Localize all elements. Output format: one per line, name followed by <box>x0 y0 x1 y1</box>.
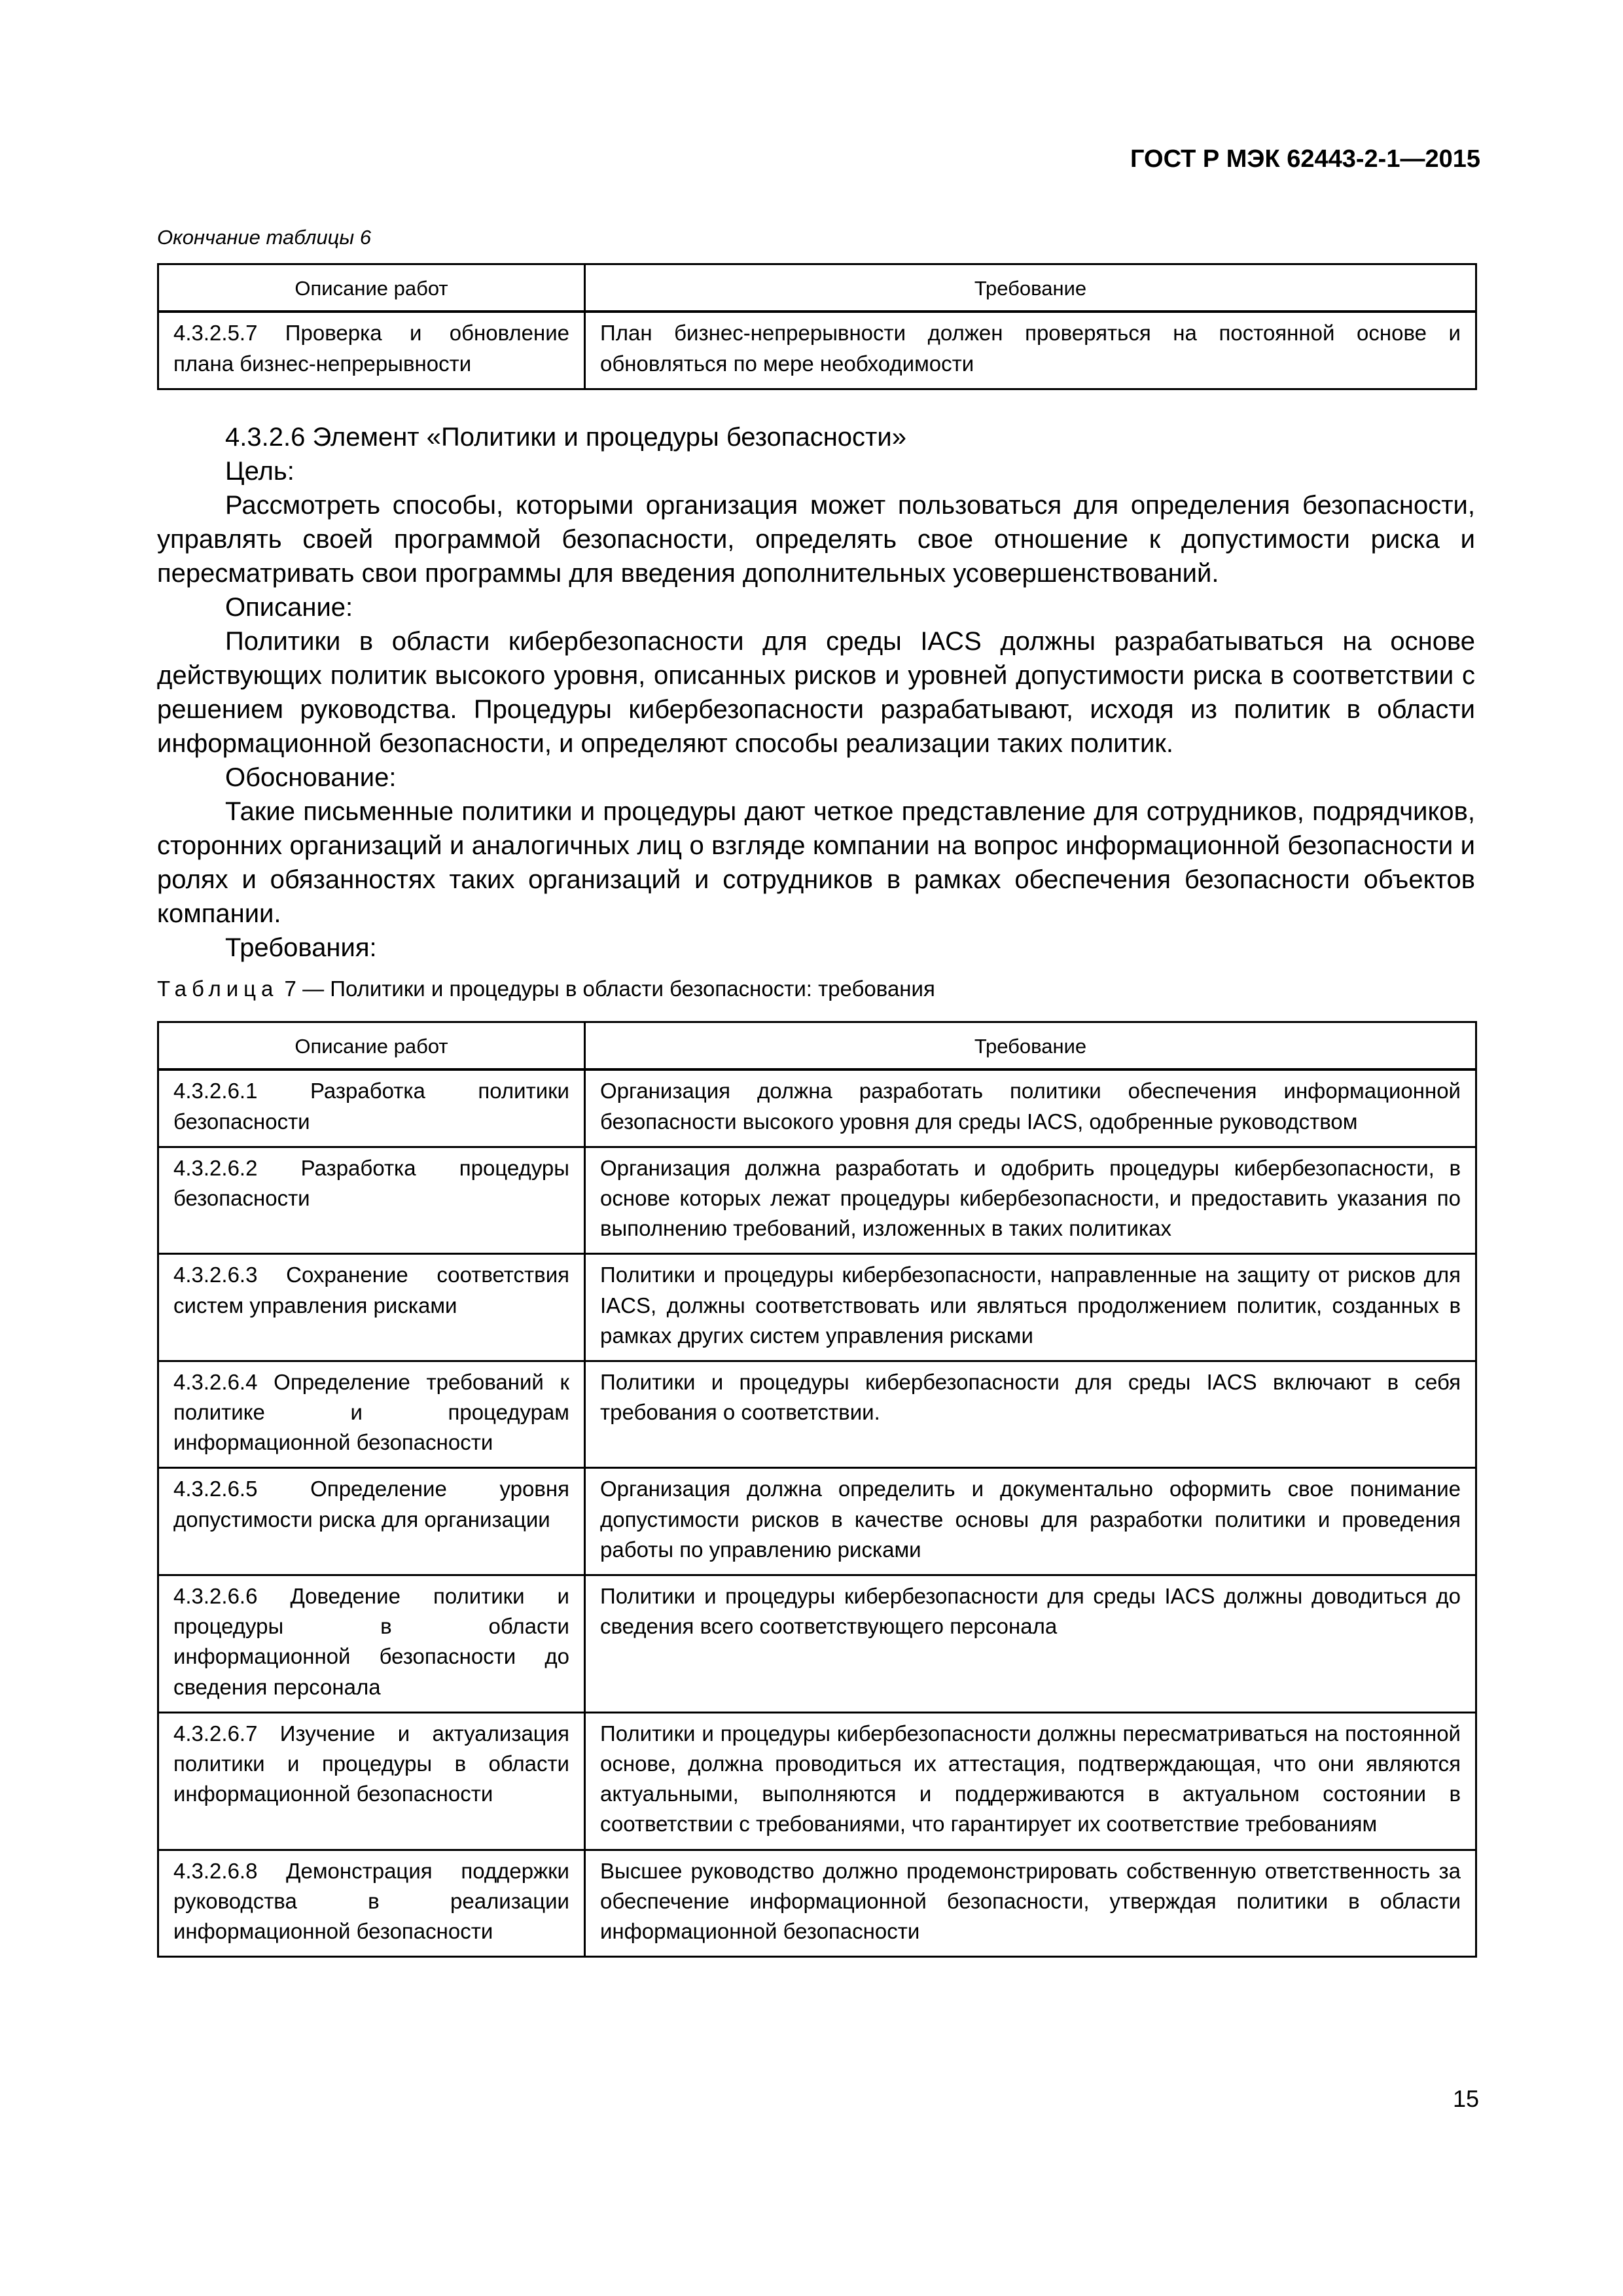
table-6 <box>157 263 1477 390</box>
work-cell: 4.3.2.5.7 Проверка и обновление плана бизнес-непрерывности <box>158 312 585 389</box>
description-label: Описание: <box>225 593 353 622</box>
work-cell: 4.3.2.6.3 Сохранение соответствия систем управления рисками <box>158 1254 585 1361</box>
table7-caption-text: 7 — Политики и процедуры в области безопасности: требования <box>278 977 935 1001</box>
requirement-cell: Политики и процедуры кибербезопасности для среды IACS должны доводиться до сведения всего соответствующего персонала <box>585 1575 1476 1713</box>
table6-continuation-caption: Окончание таблицы 6 <box>157 226 372 249</box>
table-row <box>158 1712 1476 1850</box>
table-row <box>158 312 1476 389</box>
work-cell: 4.3.2.6.7 Изучение и актуализация политики и процедуры в области информационной безопасности <box>158 1712 585 1850</box>
requirement-cell: Политики и процедуры кибербезопасности, направленные на защиту от рисков для IACS, должны соответствовать или являться продолжением политик, созданных в рамках других систем управления рисками <box>585 1254 1476 1361</box>
table-header-row <box>158 264 1476 312</box>
table-row <box>158 1850 1476 1957</box>
table-row <box>158 1361 1476 1468</box>
page-number: 15 <box>1452 2085 1479 2112</box>
requirement-cell: Политики и процедуры кибербезопасности должны пересматриваться на постоянной основе, должна проводиться их аттестация, подтверждающая, что они являются актуальными, выполняются и поддерживаются в актуальном состоянии в соответствии с требованиями, что гарантирует их соответствие требованиям <box>585 1712 1476 1850</box>
table-row <box>158 1147 1476 1254</box>
column-header-requirement: Требование <box>585 1022 1476 1070</box>
work-cell: 4.3.2.6.8 Демонстрация поддержки руководства в реализации информационной безопасности <box>158 1850 585 1957</box>
requirements-label: Требования: <box>225 933 377 962</box>
work-cell: 4.3.2.6.1 Разработка политики безопасности <box>158 1069 585 1147</box>
table-row <box>158 1069 1476 1147</box>
table-row <box>158 1254 1476 1361</box>
work-cell: 4.3.2.6.4 Определение требований к политике и процедурам информационной безопасности <box>158 1361 585 1468</box>
work-cell: 4.3.2.6.2 Разработка процедуры безопасности <box>158 1147 585 1254</box>
goal-label: Цель: <box>225 457 294 486</box>
column-header-work: Описание работ <box>158 264 585 312</box>
table-header-row <box>158 1022 1476 1070</box>
requirement-cell: Организация должна разработать и одобрить процедуры кибербезопасности, в основе которых лежат процедуры кибербезопасности, и предоставить указания по выполнению требований, изложенных в таких политиках <box>585 1147 1476 1254</box>
requirement-cell: Высшее руководство должно продемонстрировать собственную ответственность за обеспечение информационной безопасности, утверждая политики в области информационной безопасности <box>585 1850 1476 1957</box>
rationale-label: Обоснование: <box>225 763 397 792</box>
table7-caption <box>157 977 935 1001</box>
section-body <box>157 420 1475 965</box>
work-cell: 4.3.2.6.6 Доведение политики и процедуры в области информационной безопасности до сведения персонала <box>158 1575 585 1713</box>
document-header: ГОСТ Р МЭК 62443-2-1—2015 <box>1130 145 1480 173</box>
table-row <box>158 1575 1476 1713</box>
work-cell: 4.3.2.6.5 Определение уровня допустимости риска для организации <box>158 1468 585 1575</box>
column-header-requirement: Требование <box>585 264 1476 312</box>
table7-caption-prefix: Таблица <box>157 977 279 1001</box>
table-row <box>158 1468 1476 1575</box>
column-header-work: Описание работ <box>158 1022 585 1070</box>
rationale-text: Такие письменные политики и процедуры дают четкое представление для сотрудников, подрядчиков, сторонних организаций и аналогичных лиц о взгляде компании на вопрос информационной безопасности и ролях и обязанностях таких организаций и сотрудников в рамках обеспечения безопасности объектов компании. <box>157 797 1475 928</box>
section-heading: 4.3.2.6 Элемент «Политики и процедуры безопасности» <box>225 423 906 452</box>
requirement-cell: Организация должна определить и документально оформить свое понимание допустимости рисков в качестве основы для разработки политики и проведения работы по управлению рисками <box>585 1468 1476 1575</box>
requirement-cell: Организация должна разработать политики обеспечения информационной безопасности высокого уровня для среды IACS, одобренные руководством <box>585 1069 1476 1147</box>
goal-text: Рассмотреть способы, которыми организация может пользоваться для определения безопасности, управлять своей программой безопасности, определять свое отношение к допустимости риска и пересматривать свои программы для введения дополнительных усовершенствований. <box>157 491 1475 588</box>
requirement-cell: План бизнес-непрерывности должен проверяться на постоянной основе и обновляться по мере необходимости <box>585 312 1476 389</box>
description-text: Политики в области кибербезопасности для среды IACS должны разрабатываться на основе действующих политик высокого уровня, описанных рисков и уровней допустимости риска в соответствии с решением руководства. Процедуры кибербезопасности разрабатывают, исходя из политик в области информационной безопасности, и определяют способы реализации таких политик. <box>157 627 1475 758</box>
table-7 <box>157 1021 1477 1958</box>
requirement-cell: Политики и процедуры кибербезопасности для среды IACS включают в себя требования о соответствии. <box>585 1361 1476 1468</box>
